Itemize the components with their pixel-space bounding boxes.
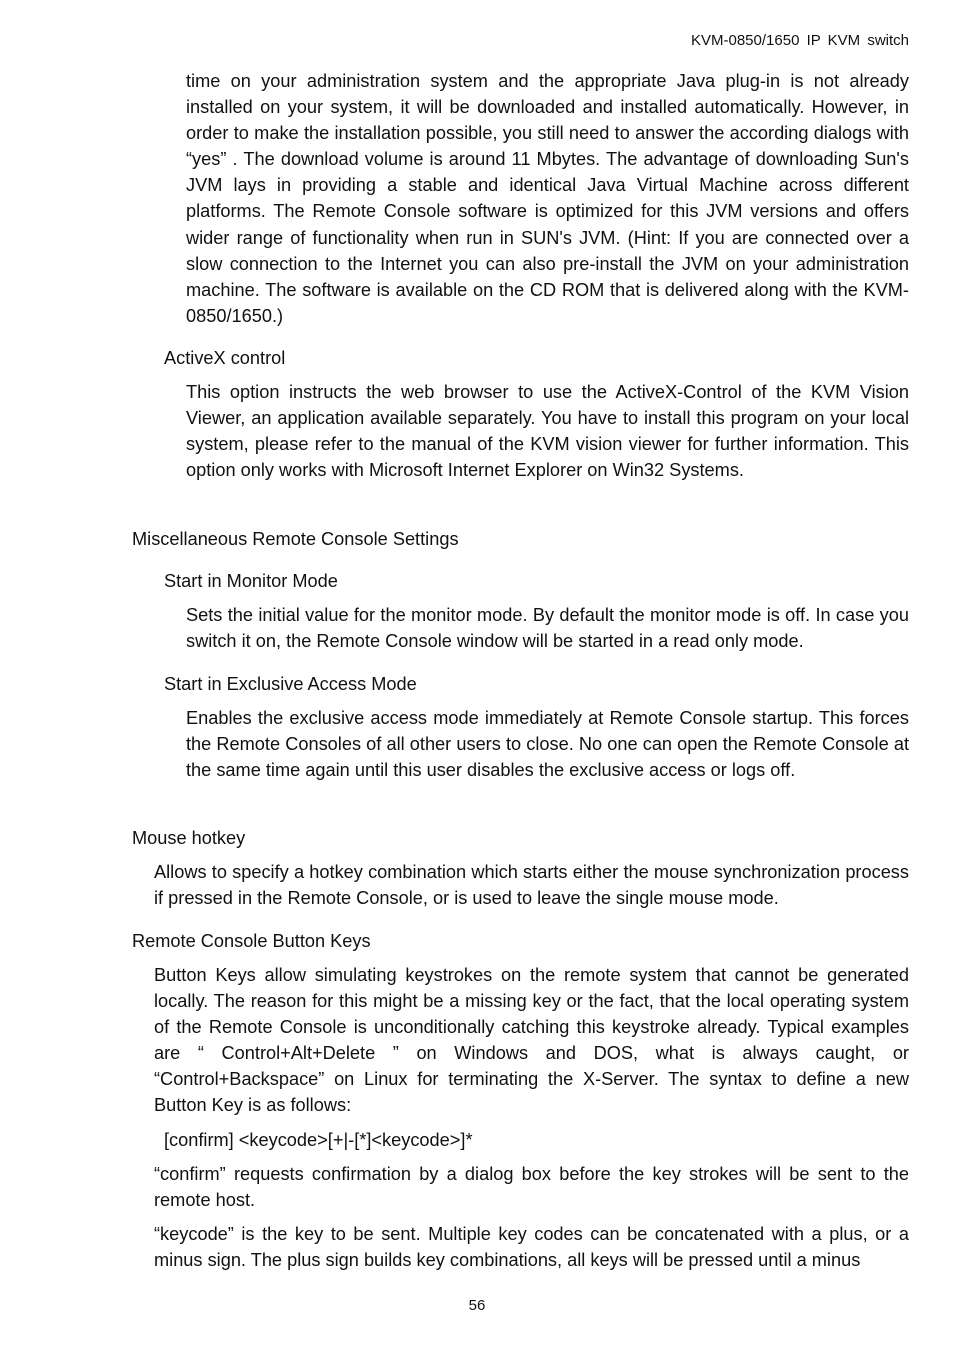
activex-paragraph: This option instructs the web browser to use the ActiveX-Control of the KVM Vision Viewer, an application available separately. You have to install this program on your local system, please refer to the manual of the KVM vision viewer for further information. This option only works with Microsoft Internet Explorer on Win32 Systems. xyxy=(186,382,909,481)
misc-settings-heading: Miscellaneous Remote Console Settings xyxy=(132,529,459,549)
exclusive-mode-heading: Start in Exclusive Access Mode xyxy=(164,674,417,694)
button-keys-paragraph: Button Keys allow simulating keystrokes on the remote system that cannot be generated locally. The reason for this might be a missing key or the fact, that the local operating system of the Remote Console is unconditionally catching this keystroke already. Typical examples are “ Control+Alt+Delete ” on Windows and DOS, what is always caught, or “Control+Backspace” on Linux for terminating the X-Server. The syntax to define a new Button Key is as follows: xyxy=(154,965,909,1116)
activex-heading: ActiveX control xyxy=(164,348,286,368)
mouse-hotkey-heading: Mouse hotkey xyxy=(132,828,246,848)
exclusive-mode-paragraph: Enables the exclusive access mode immediately at Remote Console startup. This forces the Remote Consoles of all other users to close. No one can open the Remote Console at the same time again until this user disables the exclusive access or logs off. xyxy=(186,708,909,781)
page-number: 56 xyxy=(468,1297,486,1314)
monitor-mode-paragraph: Sets the initial value for the monitor mode. By default the monitor mode is off. In case you switch it on, the Remote Console window will be started in a read only mode. xyxy=(186,605,909,652)
confirm-paragraph: “confirm” requests confirmation by a dialog box before the key strokes will be sent to the remote host. xyxy=(154,1164,909,1211)
page-header: KVM-0850/1650 IP KVM switch xyxy=(691,32,909,49)
button-keys-heading: Remote Console Button Keys xyxy=(132,931,371,951)
monitor-mode-heading: Start in Monitor Mode xyxy=(164,571,338,591)
mouse-hotkey-paragraph: Allows to specify a hotkey combination which starts either the mouse synchronization process if pressed in the Remote Console, or is used to leave the single mouse mode. xyxy=(154,862,909,909)
syntax-line: [confirm] <keycode>[+|-[*]<keycode>]* xyxy=(164,1130,473,1150)
java-paragraph: time on your administration system and the appropriate Java plug-in is not already installed on your system, it will be downloaded and installed automatically. However, in order to make the installation possible, you still need to answer the according dialogs with “yes” . The download volume is around 11 Mbytes. The advantage of downloading Sun's JVM lays in providing a stable and identical Java Virtual Machine across different platforms. The Remote Console software is optimized for this JVM versions and offers wider range of functionality when run in SUN's JVM. (Hint: If you are connected over a slow connection to the Internet you can also pre-install the JVM on your administration machine. The software is available on the CD ROM that is delivered along with the KVM-0850/1650.) xyxy=(186,71,909,326)
keycode-paragraph: “keycode” is the key to be sent. Multiple key codes can be concatenated with a plus, or a minus sign. The plus sign builds key combinations, all keys will be pressed until a minus xyxy=(154,1224,909,1271)
